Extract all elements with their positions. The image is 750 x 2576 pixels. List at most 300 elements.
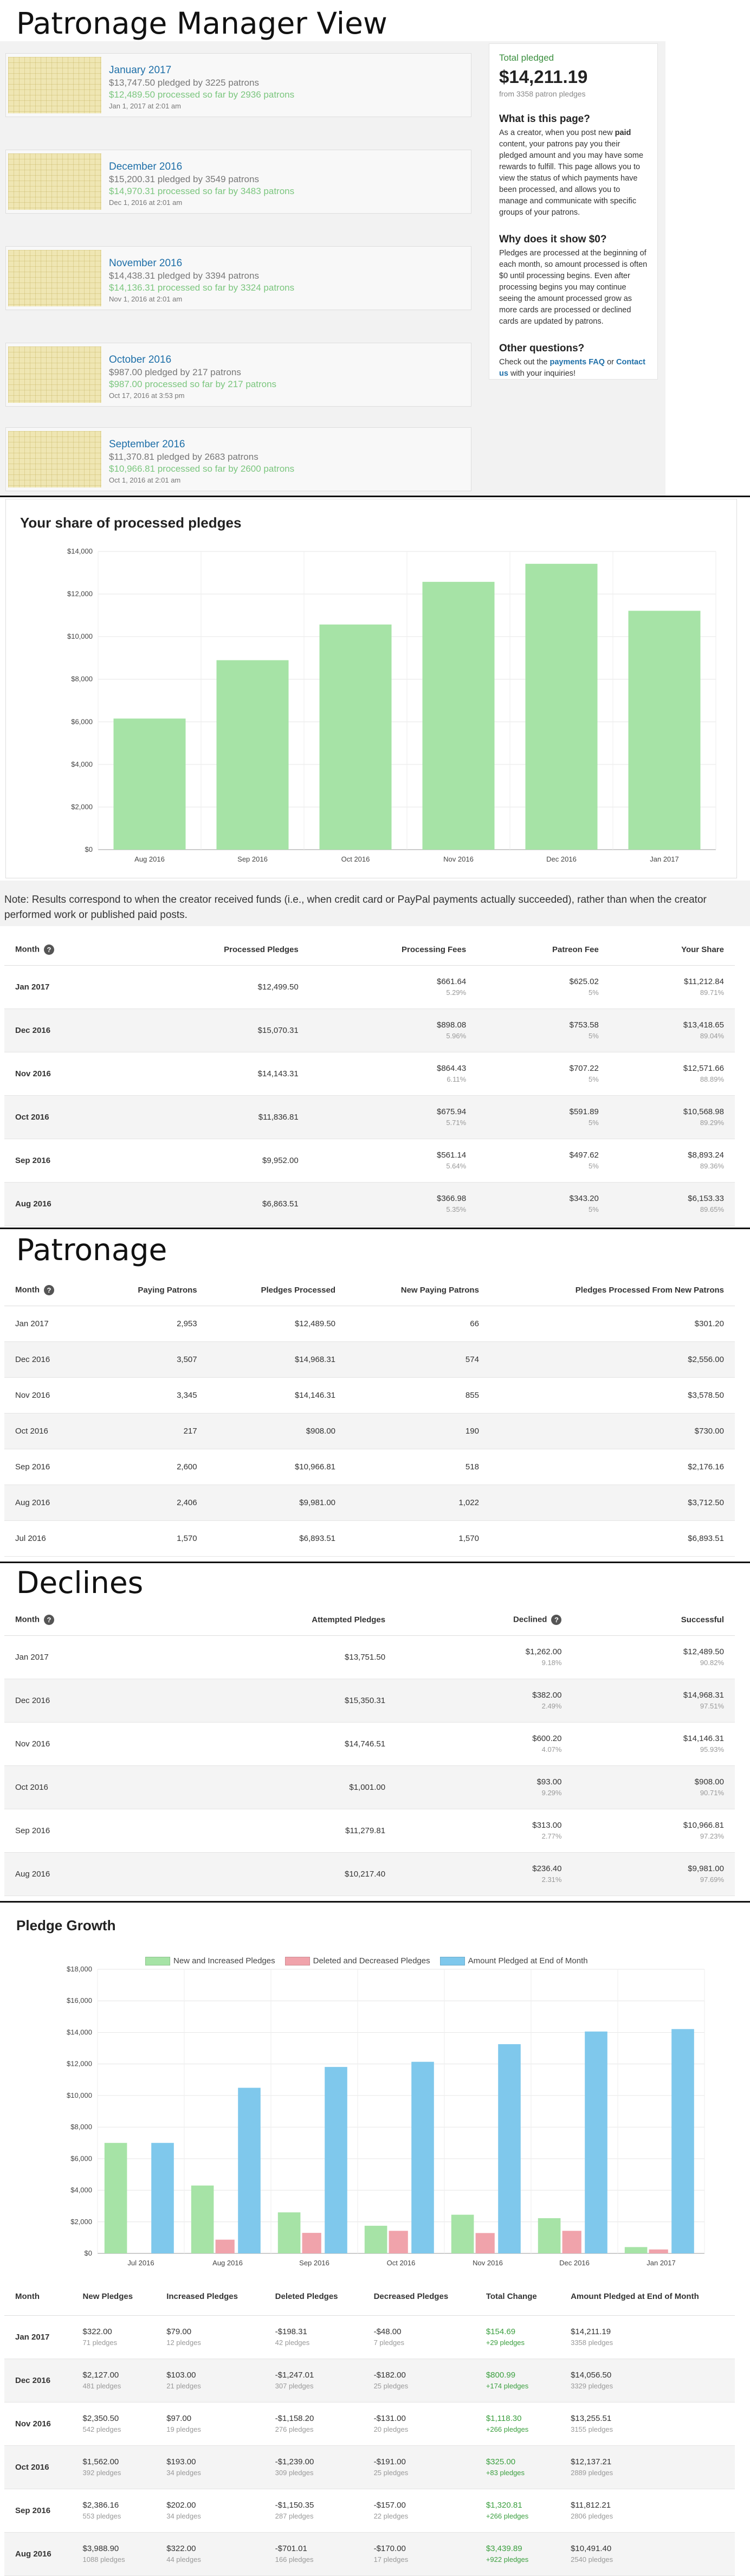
column-header: Processed Pledges xyxy=(122,935,309,965)
from-new-patrons-cell: $3,578.50 xyxy=(490,1377,735,1413)
deleted-pledges-cell: -$701.01 166 pledges xyxy=(264,2532,363,2575)
column-header: Month ? xyxy=(4,1605,157,1635)
table-row xyxy=(4,1341,735,1377)
card-thumbnail xyxy=(8,153,101,210)
total-pledged-label: Total pledged xyxy=(499,53,554,63)
help-icon[interactable]: ? xyxy=(44,1615,54,1625)
end-amount-cell: $11,812.21 2806 pledges xyxy=(560,2489,735,2532)
table-row xyxy=(4,1413,735,1449)
card-thumbnail xyxy=(8,250,101,306)
page-title: Patronage Manager View xyxy=(16,6,387,41)
y-tick-label: $14,000 xyxy=(67,547,93,555)
new-patrons-cell: 855 xyxy=(346,1377,490,1413)
x-tick-label: Dec 2016 xyxy=(559,2259,590,2267)
card-pledged: $14,438.31 pledged by 3394 patrons xyxy=(109,271,259,281)
attempted-cell: $1,001.00 xyxy=(157,1765,396,1809)
y-tick-label: $18,000 xyxy=(67,1965,92,1973)
y-tick-label: $2,000 xyxy=(71,802,93,811)
table-row xyxy=(4,1052,735,1095)
y-tick-label: $0 xyxy=(84,2249,92,2257)
month-cell: Dec 2016 xyxy=(4,1341,92,1377)
other-text: Check out the payments FAQ or Contact us with your inquiries! xyxy=(499,358,645,378)
successful-cell: $908.00 90.71% xyxy=(572,1765,735,1809)
patreon-fee-cell: $753.58 5% xyxy=(477,1008,610,1052)
new-patrons-cell: 1,570 xyxy=(346,1520,490,1556)
paying-patrons-cell: 2,406 xyxy=(92,1485,208,1520)
card-processed: $12,489.50 processed so far by 2936 patrons xyxy=(109,89,295,100)
total-pledged-amount: $14,211.19 xyxy=(499,67,588,87)
month-cell: Nov 2016 xyxy=(4,2402,72,2445)
total-pledged-from: from 3358 patron pledges xyxy=(499,89,586,98)
table-row xyxy=(4,1449,735,1485)
deleted-pledges-cell: -$198.31 42 pledges xyxy=(264,2315,363,2359)
paying-patrons-cell: 2,600 xyxy=(92,1449,208,1485)
what-title: What is this page? xyxy=(499,113,590,125)
card-month-link[interactable]: October 2016 xyxy=(109,354,172,365)
month-cell: Aug 2016 xyxy=(4,1852,157,1896)
amount-pledged-bar[interactable] xyxy=(498,2044,521,2253)
x-tick-label: Oct 2016 xyxy=(386,2259,416,2267)
pledges-processed-cell: $9,981.00 xyxy=(208,1485,346,1520)
card-processed: $14,136.31 processed so far by 3324 patrons xyxy=(109,282,295,293)
amount-pledged-bar[interactable] xyxy=(671,2029,694,2253)
divider xyxy=(0,1228,750,1229)
share-chart xyxy=(6,499,738,879)
attempted-cell: $11,279.81 xyxy=(157,1809,396,1852)
processed-cell: $15,070.31 xyxy=(122,1008,309,1052)
column-header: Month xyxy=(4,2278,72,2315)
card-thumbnail xyxy=(8,431,101,487)
month-cell: Nov 2016 xyxy=(4,1722,157,1765)
month-cell: Aug 2016 xyxy=(4,1485,92,1520)
card-month-link[interactable]: November 2016 xyxy=(109,258,183,269)
table-row xyxy=(4,1485,735,1520)
x-tick-label: Jul 2016 xyxy=(127,2259,154,2267)
from-new-patrons-cell: $2,176.16 xyxy=(490,1449,735,1485)
table-row xyxy=(4,1722,735,1765)
why-text: Pledges are processed at the beginning of each month, so amount processed is often $0 until processing begins. Even after processing begins you may continue seeing the amount processed grow as more cards are processed or declined cards are updated by patrons. xyxy=(499,249,648,326)
table-row xyxy=(4,1008,735,1052)
card-date: Dec 1, 2016 at 2:01 am xyxy=(109,198,183,207)
amount-pledged-bar[interactable] xyxy=(151,2143,174,2253)
y-tick-label: $6,000 xyxy=(70,2154,92,2163)
column-header: Amount Pledged at End of Month xyxy=(560,2278,735,2315)
x-tick-label: Oct 2016 xyxy=(341,855,370,863)
payments-faq-link[interactable]: payments FAQ xyxy=(549,358,605,367)
card-thumbnail xyxy=(8,57,101,113)
column-header: Pledges Processed From New Patrons xyxy=(490,1275,735,1306)
y-tick-label: $10,000 xyxy=(67,632,93,641)
attempted-cell: $14,746.51 xyxy=(157,1722,396,1765)
processed-cell: $11,836.81 xyxy=(122,1095,309,1139)
processing-fee-cell: $661.64 5.29% xyxy=(309,965,477,1008)
deleted-decreased-bar[interactable] xyxy=(389,2231,408,2253)
table-row xyxy=(4,1852,735,1896)
deleted-decreased-bar[interactable] xyxy=(562,2231,581,2253)
divider xyxy=(0,496,750,497)
pledges-processed-cell: $6,893.51 xyxy=(208,1520,346,1556)
table-row xyxy=(4,1635,735,1679)
declined-cell: $382.00 2.49% xyxy=(396,1679,572,1722)
pledges-processed-cell: $12,489.50 xyxy=(208,1306,346,1341)
decreased-pledges-cell: -$182.00 25 pledges xyxy=(363,2359,475,2402)
paying-patrons-cell: 3,507 xyxy=(92,1341,208,1377)
decreased-pledges-cell: -$191.00 25 pledges xyxy=(363,2445,475,2489)
y-tick-label: $10,000 xyxy=(67,2091,92,2099)
month-cell: Sep 2016 xyxy=(4,2489,72,2532)
your-share-cell: $11,212.84 89.71% xyxy=(610,965,735,1008)
amount-pledged-bar[interactable] xyxy=(411,2062,434,2253)
new-patrons-cell: 190 xyxy=(346,1413,490,1449)
paying-patrons-cell: 3,345 xyxy=(92,1377,208,1413)
column-header: Month ? xyxy=(4,935,122,965)
deleted-pledges-cell: -$1,150.35 287 pledges xyxy=(264,2489,363,2532)
column-header: Decreased Pledges xyxy=(363,2278,475,2315)
y-tick-label: $2,000 xyxy=(70,2217,92,2226)
attempted-cell: $13,751.50 xyxy=(157,1635,396,1679)
month-cell: Jan 2017 xyxy=(4,2315,72,2359)
column-header: Month ? xyxy=(4,1275,92,1306)
month-cell: Nov 2016 xyxy=(4,1377,92,1413)
legend-label: New and Increased Pledges xyxy=(173,1956,275,1965)
contact-us-link[interactable]: Contact us xyxy=(499,358,645,378)
from-new-patrons-cell: $301.20 xyxy=(490,1306,735,1341)
processed-cell: $6,863.51 xyxy=(122,1182,309,1225)
table-row xyxy=(4,965,735,1008)
table-row xyxy=(4,2445,735,2489)
month-cell: Dec 2016 xyxy=(4,2359,72,2402)
y-tick-label: $4,000 xyxy=(71,760,93,768)
card-date: Oct 1, 2016 at 2:01 am xyxy=(109,476,181,484)
processing-fee-cell: $366.98 5.35% xyxy=(309,1182,477,1225)
new-pledges-cell: $1,562.00 392 pledges xyxy=(72,2445,156,2489)
decreased-pledges-cell: -$131.00 20 pledges xyxy=(363,2402,475,2445)
card-date: Nov 1, 2016 at 2:01 am xyxy=(109,295,183,303)
share-bar[interactable] xyxy=(320,625,392,850)
pledge-card[interactable] xyxy=(5,246,471,310)
increased-pledges-cell: $322.00 44 pledges xyxy=(156,2532,264,2575)
table-row xyxy=(4,1377,735,1413)
total-change-cell: $800.99 +174 pledges xyxy=(475,2359,560,2402)
patronage-title: Patronage xyxy=(16,1232,167,1267)
share-bar[interactable] xyxy=(629,611,701,850)
what-text: As a creator, when you post new paid content, your patrons pay you their pledged amount and you may have some rewards to fulfill. This page allows you to view the status of which payments have been processed, and allows you to manage and communicate with specific groups of your patrons. xyxy=(499,129,644,217)
deleted-decreased-bar[interactable] xyxy=(476,2233,495,2253)
table-row xyxy=(4,1095,735,1139)
pledges-processed-cell: $14,146.31 xyxy=(208,1377,346,1413)
other-title: Other questions? xyxy=(499,343,585,354)
y-tick-label: $8,000 xyxy=(70,2123,92,2131)
card-processed: $10,966.81 processed so far by 2600 patrons xyxy=(109,464,295,474)
summary-panel xyxy=(489,43,658,380)
new-increased-bar[interactable] xyxy=(105,2143,127,2253)
patreon-fee-cell: $343.20 5% xyxy=(477,1182,610,1225)
new-increased-bar[interactable] xyxy=(191,2186,214,2253)
x-tick-label: Dec 2016 xyxy=(546,855,577,863)
successful-cell: $14,968.31 97.51% xyxy=(572,1679,735,1722)
help-icon[interactable]: ? xyxy=(551,1615,561,1625)
month-cell: Oct 2016 xyxy=(4,1765,157,1809)
decreased-pledges-cell: -$157.00 22 pledges xyxy=(363,2489,475,2532)
x-tick-label: Aug 2016 xyxy=(134,855,165,863)
processing-fee-cell: $675.94 5.71% xyxy=(309,1095,477,1139)
card-month-link[interactable]: September 2016 xyxy=(109,439,185,450)
x-tick-label: Jan 2017 xyxy=(646,2259,676,2267)
help-icon[interactable]: ? xyxy=(44,945,54,955)
new-increased-bar[interactable] xyxy=(365,2226,387,2253)
x-tick-label: Nov 2016 xyxy=(473,2259,503,2267)
column-header: Attempted Pledges xyxy=(157,1605,396,1635)
end-amount-cell: $10,491.40 2540 pledges xyxy=(560,2532,735,2575)
x-tick-label: Aug 2016 xyxy=(212,2259,243,2267)
increased-pledges-cell: $202.00 34 pledges xyxy=(156,2489,264,2532)
column-header: Patreon Fee xyxy=(477,935,610,965)
divider xyxy=(0,1901,750,1903)
table-row xyxy=(4,1809,735,1852)
pledges-processed-cell: $908.00 xyxy=(208,1413,346,1449)
processing-fee-cell: $898.08 5.96% xyxy=(309,1008,477,1052)
card-processed: $987.00 processed so far by 217 patrons xyxy=(109,379,277,389)
your-share-cell: $10,568.98 89.29% xyxy=(610,1095,735,1139)
patronage-table xyxy=(4,1275,735,1557)
new-pledges-cell: $322.00 71 pledges xyxy=(72,2315,156,2359)
total-change-cell: $3,439.89 +922 pledges xyxy=(475,2532,560,2575)
legend-label: Amount Pledged at End of Month xyxy=(468,1956,588,1965)
deleted-decreased-bar[interactable] xyxy=(302,2233,321,2253)
column-header: Deleted Pledges xyxy=(264,2278,363,2315)
card-date: Jan 1, 2017 at 2:01 am xyxy=(109,102,181,110)
card-pledged: $13,747.50 pledged by 3225 patrons xyxy=(109,78,259,88)
increased-pledges-cell: $193.00 34 pledges xyxy=(156,2445,264,2489)
attempted-cell: $10,217.40 xyxy=(157,1852,396,1896)
month-cell: Jan 2017 xyxy=(4,1635,157,1679)
deleted-pledges-cell: -$1,158.20 276 pledges xyxy=(264,2402,363,2445)
y-tick-label: $16,000 xyxy=(67,1996,92,2005)
card-pledged: $15,200.31 pledged by 3549 patrons xyxy=(109,174,259,184)
increased-pledges-cell: $97.00 19 pledges xyxy=(156,2402,264,2445)
new-pledges-cell: $3,988.90 1088 pledges xyxy=(72,2532,156,2575)
month-cell: Jul 2016 xyxy=(4,1520,92,1556)
table-row xyxy=(4,1679,735,1722)
column-header: Processing Fees xyxy=(309,935,477,965)
deleted-decreased-bar[interactable] xyxy=(649,2250,668,2253)
successful-cell: $10,966.81 97.23% xyxy=(572,1809,735,1852)
table-row xyxy=(4,2402,735,2445)
end-amount-cell: $12,137.21 2889 pledges xyxy=(560,2445,735,2489)
from-new-patrons-cell: $730.00 xyxy=(490,1413,735,1449)
month-cell: Dec 2016 xyxy=(4,1679,157,1722)
share-bar[interactable] xyxy=(217,660,289,850)
table-row xyxy=(4,2359,735,2402)
declined-cell: $313.00 2.77% xyxy=(396,1809,572,1852)
table-row xyxy=(4,1765,735,1809)
column-header: New Paying Patrons xyxy=(346,1275,490,1306)
column-header: Pledges Processed xyxy=(208,1275,346,1306)
card-thumbnail xyxy=(8,346,101,403)
share-bar[interactable] xyxy=(114,718,186,850)
new-patrons-cell: 1,022 xyxy=(346,1485,490,1520)
paying-patrons-cell: 1,570 xyxy=(92,1520,208,1556)
growth-table xyxy=(4,2278,735,2576)
processed-cell: $14,143.31 xyxy=(122,1052,309,1095)
processing-fee-cell: $864.43 6.11% xyxy=(309,1052,477,1095)
new-pledges-cell: $2,350.50 542 pledges xyxy=(72,2402,156,2445)
pledge-card[interactable] xyxy=(5,343,471,407)
new-increased-bar[interactable] xyxy=(278,2212,301,2253)
pledge-card[interactable] xyxy=(5,427,471,491)
your-share-cell: $8,893.24 89.36% xyxy=(610,1139,735,1182)
card-processed: $14,970.31 processed so far by 3483 patrons xyxy=(109,186,295,196)
paying-patrons-cell: 2,953 xyxy=(92,1306,208,1341)
total-change-cell: $1,320.81 +266 pledges xyxy=(475,2489,560,2532)
card-pledged: $11,370.81 pledged by 2683 patrons xyxy=(109,452,258,462)
card-date: Oct 17, 2016 at 3:53 pm xyxy=(109,391,185,400)
x-tick-label: Nov 2016 xyxy=(443,855,474,863)
table-row xyxy=(4,1306,735,1341)
x-tick-label: Sep 2016 xyxy=(299,2259,329,2267)
growth-title: Pledge Growth xyxy=(16,1917,116,1933)
table-row xyxy=(4,1182,735,1225)
from-new-patrons-cell: $2,556.00 xyxy=(490,1341,735,1377)
month-cell: Oct 2016 xyxy=(4,1095,122,1139)
decreased-pledges-cell: -$170.00 17 pledges xyxy=(363,2532,475,2575)
y-tick-label: $14,000 xyxy=(67,2028,92,2037)
month-cell: Nov 2016 xyxy=(4,1052,122,1095)
column-header: Successful xyxy=(572,1605,735,1635)
from-new-patrons-cell: $3,712.50 xyxy=(490,1485,735,1520)
new-patrons-cell: 518 xyxy=(346,1449,490,1485)
table-row xyxy=(4,2315,735,2359)
from-new-patrons-cell: $6,893.51 xyxy=(490,1520,735,1556)
pledges-processed-cell: $10,966.81 xyxy=(208,1449,346,1485)
month-cell: Oct 2016 xyxy=(4,1413,92,1449)
month-cell: Sep 2016 xyxy=(4,1809,157,1852)
column-header: Increased Pledges xyxy=(156,2278,264,2315)
column-header: Paying Patrons xyxy=(92,1275,208,1306)
pledge-card[interactable] xyxy=(5,53,471,117)
y-tick-label: $8,000 xyxy=(71,674,93,683)
increased-pledges-cell: $79.00 12 pledges xyxy=(156,2315,264,2359)
declined-cell: $1,262.00 9.18% xyxy=(396,1635,572,1679)
table-row xyxy=(4,2532,735,2575)
legend-label: Deleted and Decreased Pledges xyxy=(313,1956,430,1965)
total-change-cell: $325.00 +83 pledges xyxy=(475,2445,560,2489)
declined-cell: $93.00 9.29% xyxy=(396,1765,572,1809)
declined-cell: $236.40 2.31% xyxy=(396,1852,572,1896)
pledges-processed-cell: $14,968.31 xyxy=(208,1341,346,1377)
processed-cell: $9,952.00 xyxy=(122,1139,309,1182)
new-increased-bar[interactable] xyxy=(625,2247,648,2253)
month-cell: Dec 2016 xyxy=(4,1008,122,1052)
deleted-pledges-cell: -$1,239.00 309 pledges xyxy=(264,2445,363,2489)
end-amount-cell: $14,056.50 3329 pledges xyxy=(560,2359,735,2402)
processed-cell: $12,499.50 xyxy=(122,965,309,1008)
divider xyxy=(0,1562,750,1563)
y-tick-label: $4,000 xyxy=(70,2186,92,2194)
attempted-cell: $15,350.31 xyxy=(157,1679,396,1722)
month-cell: Aug 2016 xyxy=(4,2532,72,2575)
new-increased-bar[interactable] xyxy=(451,2215,474,2253)
new-pledges-cell: $2,127.00 481 pledges xyxy=(72,2359,156,2402)
month-cell: Oct 2016 xyxy=(4,2445,72,2489)
note-text: Note: Results correspond to when the creator received funds (i.e., when credit card or PayPal payments actually succeeded), rather than when the creator performed work or published paid posts. xyxy=(4,894,707,921)
y-tick-label: $6,000 xyxy=(71,717,93,726)
end-amount-cell: $14,211.19 3358 pledges xyxy=(560,2315,735,2359)
declined-cell: $600.20 4.07% xyxy=(396,1722,572,1765)
new-pledges-cell: $2,386.16 553 pledges xyxy=(72,2489,156,2532)
share-title: Your share of processed pledges xyxy=(20,515,242,531)
new-patrons-cell: 574 xyxy=(346,1341,490,1377)
deleted-pledges-cell: -$1,247.01 307 pledges xyxy=(264,2359,363,2402)
decreased-pledges-cell: -$48.00 7 pledges xyxy=(363,2315,475,2359)
your-share-cell: $13,418.65 89.04% xyxy=(610,1008,735,1052)
growth-chart xyxy=(0,1963,750,2283)
end-amount-cell: $13,255.51 3155 pledges xyxy=(560,2402,735,2445)
y-tick-label: $12,000 xyxy=(67,2059,92,2068)
declines-title: Declines xyxy=(16,1565,144,1600)
amount-pledged-bar[interactable] xyxy=(585,2032,607,2253)
total-change-cell: $1,118.30 +266 pledges xyxy=(475,2402,560,2445)
help-icon[interactable]: ? xyxy=(44,1285,54,1295)
x-tick-label: Sep 2016 xyxy=(237,855,268,863)
successful-cell: $14,146.31 95.93% xyxy=(572,1722,735,1765)
new-patrons-cell: 66 xyxy=(346,1306,490,1341)
processing-fee-cell: $561.14 5.64% xyxy=(309,1139,477,1182)
declines-table xyxy=(4,1605,735,1896)
month-cell: Sep 2016 xyxy=(4,1139,122,1182)
paying-patrons-cell: 217 xyxy=(92,1413,208,1449)
successful-cell: $12,489.50 90.82% xyxy=(572,1635,735,1679)
patreon-fee-cell: $707.22 5% xyxy=(477,1052,610,1095)
patreon-fee-cell: $591.89 5% xyxy=(477,1095,610,1139)
amount-pledged-bar[interactable] xyxy=(325,2067,347,2253)
column-header: New Pledges xyxy=(72,2278,156,2315)
new-increased-bar[interactable] xyxy=(538,2218,561,2253)
month-cell: Aug 2016 xyxy=(4,1182,122,1225)
pledge-card[interactable] xyxy=(5,150,471,214)
y-tick-label: $0 xyxy=(85,845,93,853)
table-row xyxy=(4,1139,735,1182)
increased-pledges-cell: $103.00 21 pledges xyxy=(156,2359,264,2402)
column-header: Your Share xyxy=(610,935,735,965)
card-pledged: $987.00 pledged by 217 patrons xyxy=(109,367,241,377)
your-share-cell: $12,571.66 88.89% xyxy=(610,1052,735,1095)
table-row xyxy=(4,2489,735,2532)
your-share-cell: $6,153.33 89.65% xyxy=(610,1182,735,1225)
card-month-link[interactable]: January 2017 xyxy=(109,65,172,76)
share-bar[interactable] xyxy=(423,582,495,850)
amount-pledged-bar[interactable] xyxy=(238,2088,261,2253)
share-bar[interactable] xyxy=(526,564,598,850)
table-row xyxy=(4,1520,735,1556)
month-cell: Jan 2017 xyxy=(4,965,122,1008)
deleted-decreased-bar[interactable] xyxy=(216,2240,235,2253)
card-month-link[interactable]: December 2016 xyxy=(109,161,183,172)
share-chart-panel xyxy=(5,499,737,878)
column-header: Declined ? xyxy=(396,1605,572,1635)
patreon-fee-cell: $497.62 5% xyxy=(477,1139,610,1182)
patreon-fee-cell: $625.02 5% xyxy=(477,965,610,1008)
successful-cell: $9,981.00 97.69% xyxy=(572,1852,735,1896)
why-title: Why does it show $0? xyxy=(499,234,607,245)
column-header: Total Change xyxy=(475,2278,560,2315)
month-cell: Jan 2017 xyxy=(4,1306,92,1341)
y-tick-label: $12,000 xyxy=(67,589,93,598)
x-tick-label: Jan 2017 xyxy=(650,855,679,863)
total-change-cell: $154.69 +29 pledges xyxy=(475,2315,560,2359)
share-table xyxy=(4,935,735,1226)
month-cell: Sep 2016 xyxy=(4,1449,92,1485)
